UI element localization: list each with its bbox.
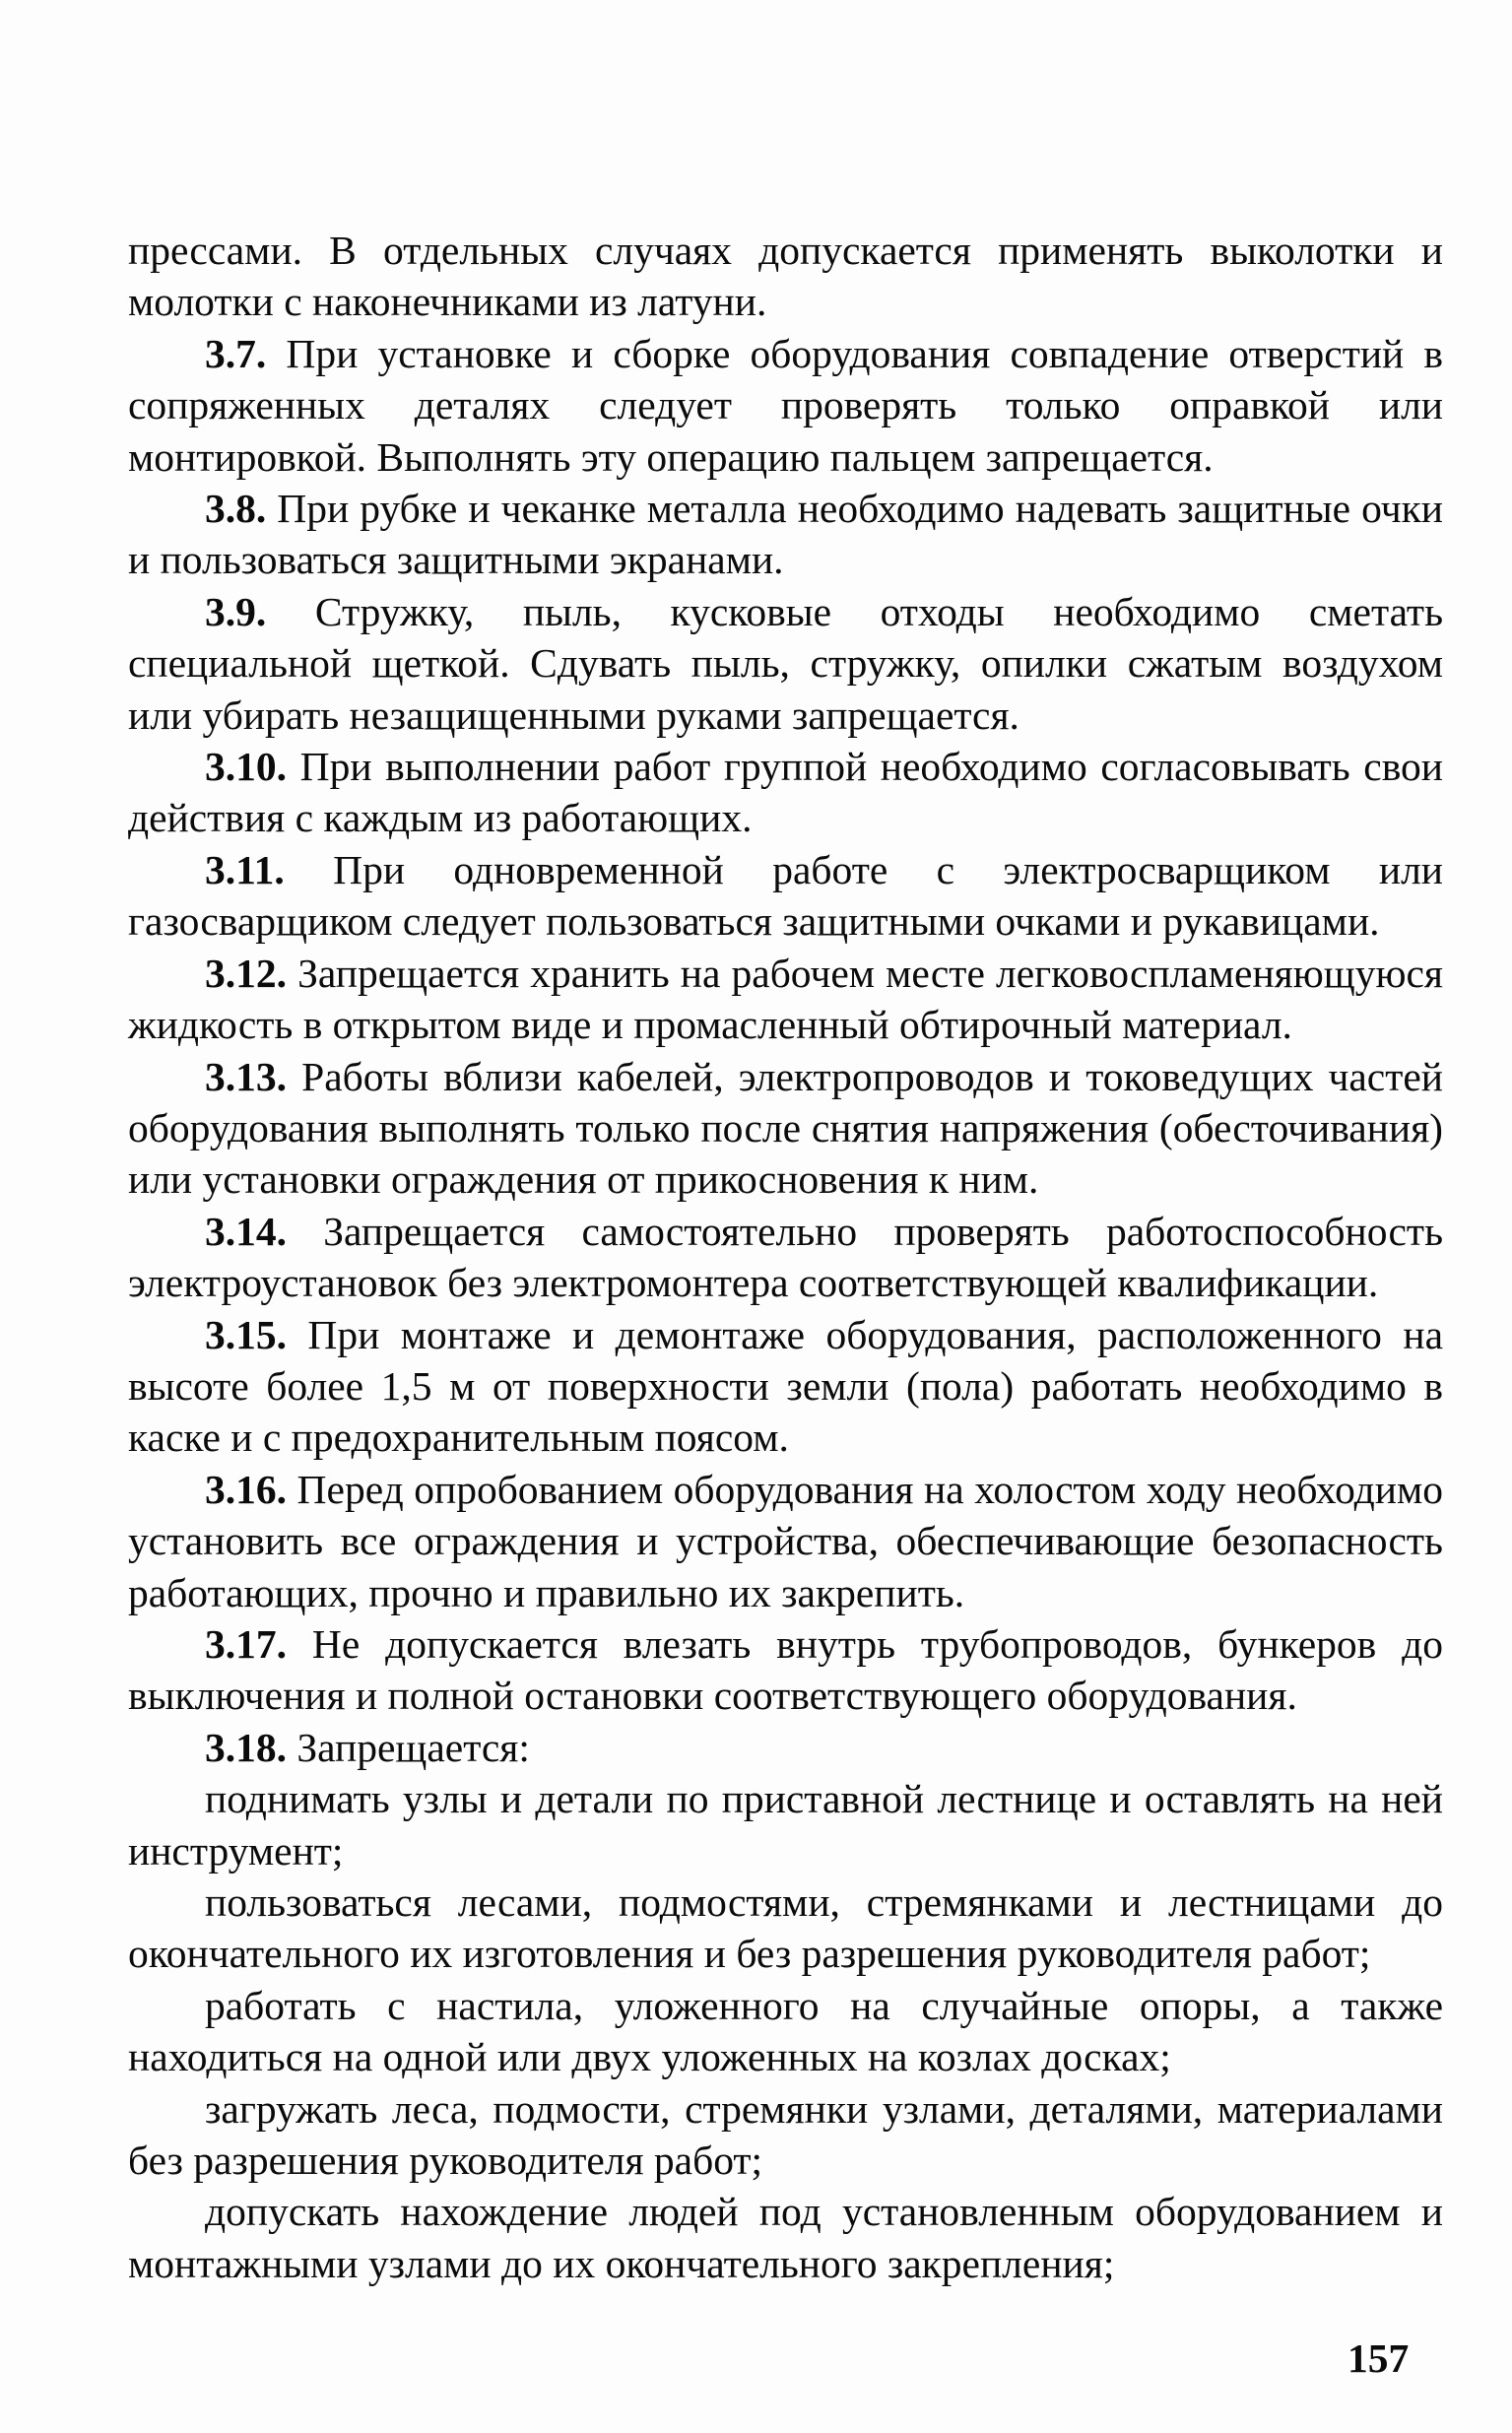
clause-number: 3.17. bbox=[205, 1620, 287, 1667]
paragraph-text: При установке и сборке оборудования совпадение отверстий в сопряженных деталях следует проверять только оправкой или монтировкой. Выполнять эту операцию пальцем запрещается. bbox=[128, 330, 1443, 480]
clause-number: 3.7. bbox=[205, 330, 267, 376]
paragraph-text: При монтаже и демонтаже оборудования, расположенного на высоте более 1,5 м от поверхности земли (пола) работать необходимо в каске и с предохранительным поясом. bbox=[128, 1311, 1443, 1461]
paragraph-text: Запрещается: bbox=[287, 1724, 530, 1770]
paragraph-3-7 bbox=[128, 328, 1443, 483]
paragraph-text: При рубке и чеканке металла необходимо надевать защитные очки и пользоваться защитными экранами. bbox=[128, 486, 1443, 583]
clause-number: 3.15. bbox=[205, 1311, 287, 1357]
clause-number: 3.16. bbox=[205, 1466, 287, 1512]
paragraph-text: поднимать узлы и детали по приставной лестнице и оставлять на ней инструмент; bbox=[128, 1776, 1443, 1874]
paragraph-3-16 bbox=[128, 1464, 1443, 1618]
paragraph-3-12 bbox=[128, 948, 1443, 1051]
body-text bbox=[128, 225, 1443, 2289]
paragraph-text: работать с настила, уложенного на случайные опоры, а также находиться на одной или двух уложенных на козлах досках; bbox=[128, 1982, 1443, 2080]
paragraph-text: Запрещается хранить на рабочем месте легковоспламеняющуюся жидкость в открытом виде и промасленный обтирочный материал. bbox=[128, 950, 1443, 1048]
clause-number: 3.8. bbox=[205, 486, 267, 532]
paragraph-3-11 bbox=[128, 844, 1443, 948]
clause-number: 3.12. bbox=[205, 950, 287, 996]
prohibition-item bbox=[128, 1773, 1443, 1876]
page-number: 157 bbox=[1348, 2335, 1410, 2381]
paragraph-3-15 bbox=[128, 1309, 1443, 1464]
paragraph-text: Стружку, пыль, кусковые отходы необходимо сметать специальной щеткой. Сдувать пыль, стружку, опилки сжатым воздухом или убирать незащищенными руками запрещается. bbox=[128, 588, 1443, 738]
paragraph-3-13 bbox=[128, 1051, 1443, 1206]
paragraph-text: При одновременной работе с электросварщиком или газосварщиком следует пользоваться защитными очками и рукавицами. bbox=[128, 846, 1443, 945]
paragraph-text: Работы вблизи кабелей, электропроводов и токоведущих частей оборудования выполнять только после снятия напряжения (обесточивания) или установки ограждения от прикосновения к ним. bbox=[128, 1053, 1443, 1203]
clause-number: 3.10. bbox=[205, 744, 287, 790]
paragraph-3-9 bbox=[128, 586, 1443, 741]
paragraph-text: допускать нахождение людей под установленным оборудованием и монтажными узлами до их окончательного закрепления; bbox=[128, 2189, 1443, 2286]
paragraph-text: При выполнении работ группой необходимо согласовывать свои действия с каждым из работающих. bbox=[128, 744, 1443, 841]
paragraph-3-10 bbox=[128, 741, 1443, 844]
prohibition-item bbox=[128, 1876, 1443, 1980]
clause-number: 3.14. bbox=[205, 1208, 287, 1254]
paragraph-text: Запрещается самостоятельно проверять работоспособность электроустановок без электромонтера соответствующей квалификации. bbox=[128, 1208, 1443, 1306]
prohibition-item bbox=[128, 2083, 1443, 2187]
prohibition-item bbox=[128, 1980, 1443, 2083]
paragraph-3-17 bbox=[128, 1618, 1443, 1722]
paragraph-continuation bbox=[128, 225, 1443, 328]
clause-number: 3.9. bbox=[205, 588, 267, 634]
prohibition-item bbox=[128, 2186, 1443, 2289]
paragraph-3-14 bbox=[128, 1206, 1443, 1309]
paragraph-text: Перед опробованием оборудования на холостом ходу необходимо установить все ограждения и устройства, обеспечивающие безопасность работающих, прочно и правильно их закрепить. bbox=[128, 1466, 1443, 1615]
paragraph-3-18 bbox=[128, 1722, 1443, 1773]
paragraph-text: прессами. В отдельных случаях допускается применять выколотки и молотки с наконечниками из латуни. bbox=[128, 228, 1443, 325]
clause-number: 3.18. bbox=[205, 1724, 287, 1770]
clause-number: 3.11. bbox=[205, 846, 285, 892]
paragraph-text: Не допускается влезать внутрь трубопроводов, бункеров до выключения и полной остановки соответствующего оборудования. bbox=[128, 1620, 1443, 1719]
paragraph-3-8 bbox=[128, 483, 1443, 586]
paragraph-text: пользоваться лесами, подмостями, стремянками и лестницами до окончательного их изготовления и без разрешения руководителя работ; bbox=[128, 1879, 1443, 1977]
clause-number: 3.13. bbox=[205, 1053, 287, 1099]
paragraph-text: загружать леса, подмости, стремянки узлами, деталями, материалами без разрешения руководителя работ; bbox=[128, 2085, 1443, 2184]
